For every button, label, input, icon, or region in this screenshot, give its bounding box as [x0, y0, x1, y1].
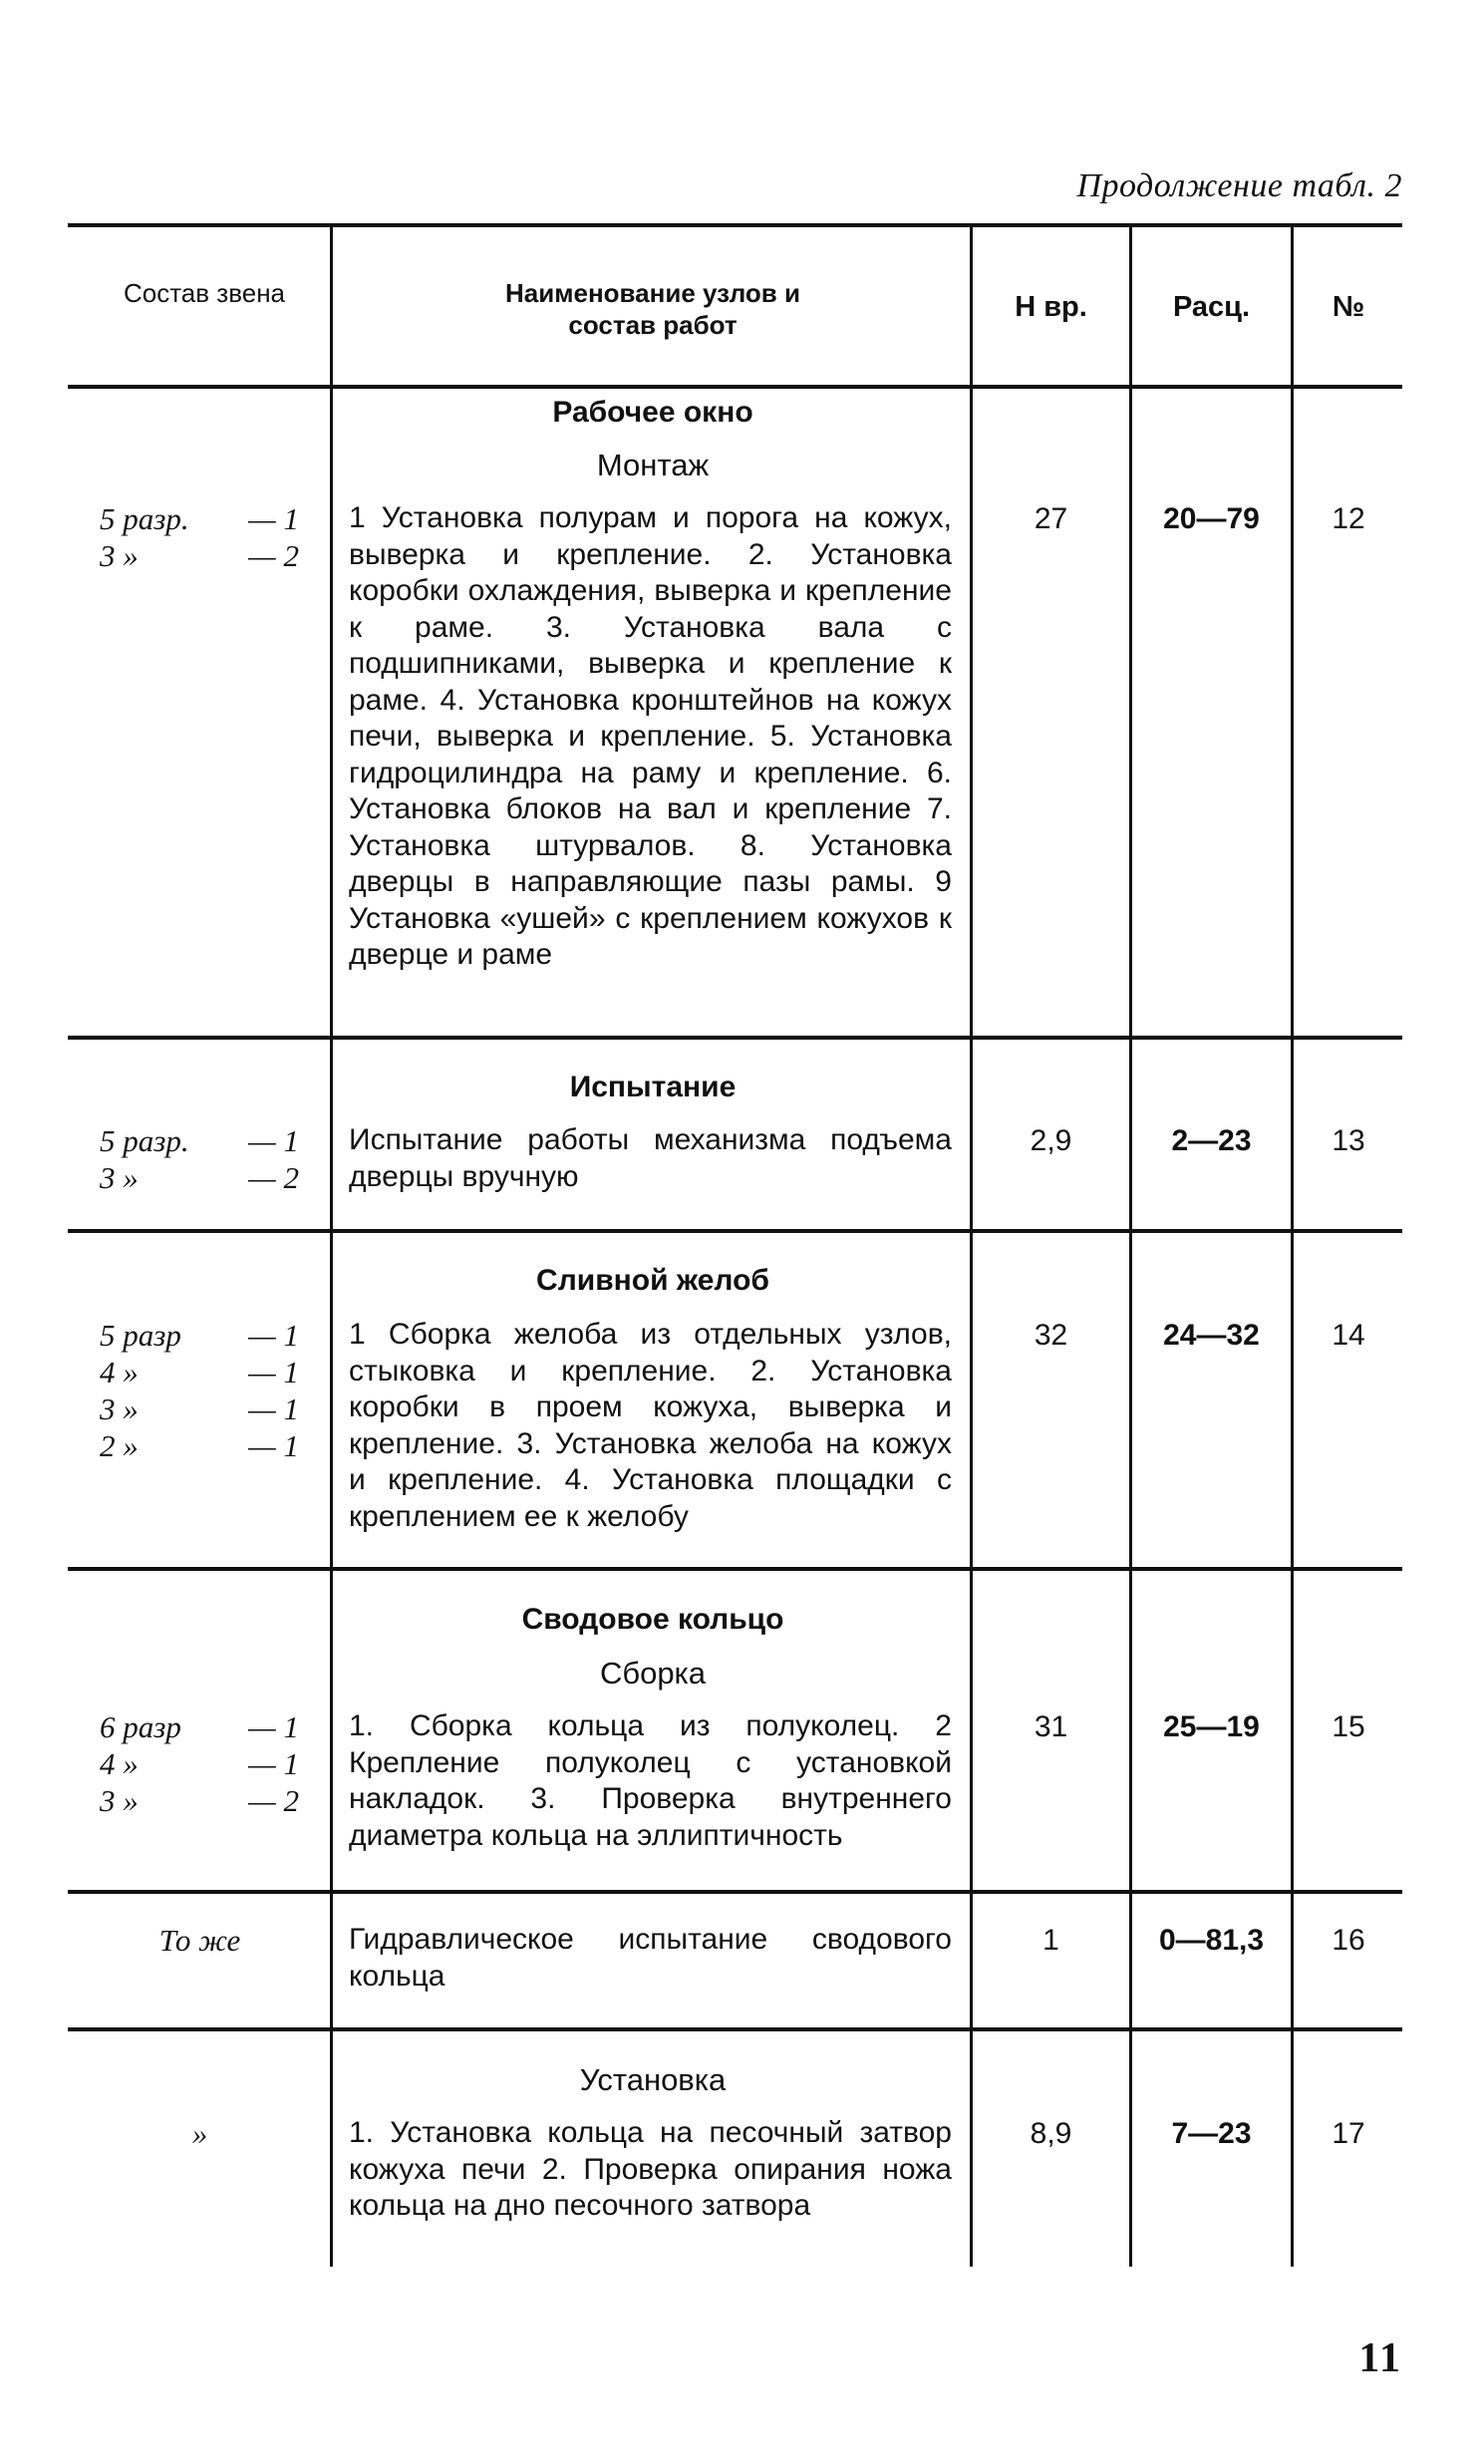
page-number: 11: [1358, 2335, 1402, 2381]
table-top-rule: [68, 223, 1402, 227]
section-title: Сводовое кольцо: [521, 1603, 784, 1636]
crew-composition: »: [191, 2116, 208, 2151]
crew-grade: 6 разр: [100, 1709, 181, 1744]
section-title: Рабочее окно: [552, 396, 753, 429]
work-description: 1. Установка кольца на песочный затвор кожуха печи 2. Проверка опирания ножа кольца на дно песочного затвора: [349, 2116, 952, 2222]
time-norm: 32: [1034, 1319, 1068, 1352]
crew-composition: [100, 1317, 299, 1464]
row-divider: [68, 1890, 1402, 1894]
rate-value: 24—32: [1163, 1319, 1260, 1352]
time-norm: 31: [1034, 1710, 1068, 1743]
crew-grade: 2 »: [100, 1428, 139, 1463]
section-title: Сливной желоб: [536, 1264, 769, 1297]
row-number: 15: [1332, 1710, 1365, 1743]
section-title: Испытание: [569, 1071, 737, 1103]
header-time: Н вр.: [1015, 291, 1087, 323]
crew-count: — 1: [248, 501, 299, 536]
crew-count: — 1: [248, 1318, 299, 1353]
crew-count: — 1: [248, 1709, 299, 1744]
time-norm: 1: [1042, 1924, 1059, 1957]
crew-grade: 3 »: [100, 1391, 139, 1426]
time-norm: 8,9: [1030, 2117, 1072, 2150]
crew-count: — 1: [248, 1391, 299, 1426]
row-divider: [68, 2027, 1402, 2031]
crew-count: — 2: [248, 1783, 299, 1818]
crew-composition: [100, 1708, 299, 1819]
crew-grade: 5 разр.: [100, 1123, 189, 1158]
row-number: 13: [1332, 1124, 1365, 1157]
crew-grade: 3 »: [100, 538, 139, 573]
row-divider: [68, 1229, 1402, 1233]
crew-grade: 5 разр: [100, 1318, 181, 1353]
rate-value: 7—23: [1171, 2117, 1252, 2150]
crew-count: — 1: [248, 1746, 299, 1781]
crew-grade: 4 »: [100, 1355, 139, 1389]
header-bottom-rule: [68, 385, 1402, 389]
crew-count: — 1: [248, 1355, 299, 1389]
crew-grade: 3 »: [100, 1783, 139, 1818]
work-description: 1 Установка полурам и порога на кожух, выверка и крепление. 2. Установка коробки охлаждения, выверка и крепление к раме. 3. Установка вала с подшипниками, выверка и крепление к раме. 4. Установка кронштейнов на кожух печи, выверка и крепление. 5. Установка гидроцилиндра на раму и крепление. 6. Установка блоков на вал и крепление 7. Установка штурвалов. 8. Установка дверцы в направляющие пазы рамы. 9 Установка «ушей» с креплением кожухов к дверце и раме: [349, 501, 952, 971]
row-divider: [68, 1036, 1402, 1040]
row-number: 16: [1332, 1924, 1365, 1957]
crew-composition: [100, 1122, 299, 1196]
crew-count: — 2: [248, 1160, 299, 1195]
crew-count: — 2: [248, 538, 299, 573]
header-crew: Состав звена: [123, 278, 286, 308]
work-description: 1. Сборка кольца из полуколец. 2 Крепление полуколец с установкой накладок. 3. Проверка внутреннего диаметра кольца на эллиптичность: [349, 1709, 952, 1852]
time-norm: 27: [1034, 502, 1068, 535]
row-divider: [68, 1567, 1402, 1571]
crew-count: — 1: [248, 1428, 299, 1463]
crew-composition: То же: [158, 1923, 241, 1958]
crew-composition: [100, 500, 299, 574]
column-divider: [330, 225, 333, 2267]
table-caption: Продолжение табл. 2: [1076, 167, 1402, 204]
work-description: 1 Сборка желоба из отдельных узлов, стыковка и крепление. 2. Установка коробки в проем кожуха, выверка и крепление. 3. Установка желоба на кожух и крепление. 4. Установка площадки с креплением ее к желобу: [349, 1318, 952, 1533]
time-norm: 2,9: [1030, 1124, 1072, 1157]
rate-value: 2—23: [1171, 1124, 1252, 1157]
crew-grade: 5 разр.: [100, 501, 189, 536]
subsection-title: Монтаж: [596, 448, 710, 482]
subsection-title: Установка: [579, 2062, 727, 2097]
work-description: Гидравлическое испытание сводового кольца: [349, 1923, 952, 1993]
crew-grade: 4 »: [100, 1746, 139, 1781]
work-description: Испытание работы механизма подъема дверцы вручную: [349, 1123, 952, 1193]
header-number: №: [1332, 291, 1365, 323]
row-number: 14: [1332, 1319, 1365, 1352]
subsection-title: Сборка: [599, 1656, 707, 1691]
row-number: 12: [1332, 502, 1365, 535]
header-name: Наименование узлов и состав работ: [505, 278, 800, 340]
rate-value: 0—81,3: [1158, 1924, 1265, 1957]
rate-value: 25—19: [1163, 1710, 1260, 1743]
header-rate: Расц.: [1172, 291, 1251, 323]
rate-value: 20—79: [1163, 502, 1260, 535]
crew-count: — 1: [248, 1123, 299, 1158]
crew-grade: 3 »: [100, 1160, 139, 1195]
row-number: 17: [1332, 2117, 1365, 2150]
